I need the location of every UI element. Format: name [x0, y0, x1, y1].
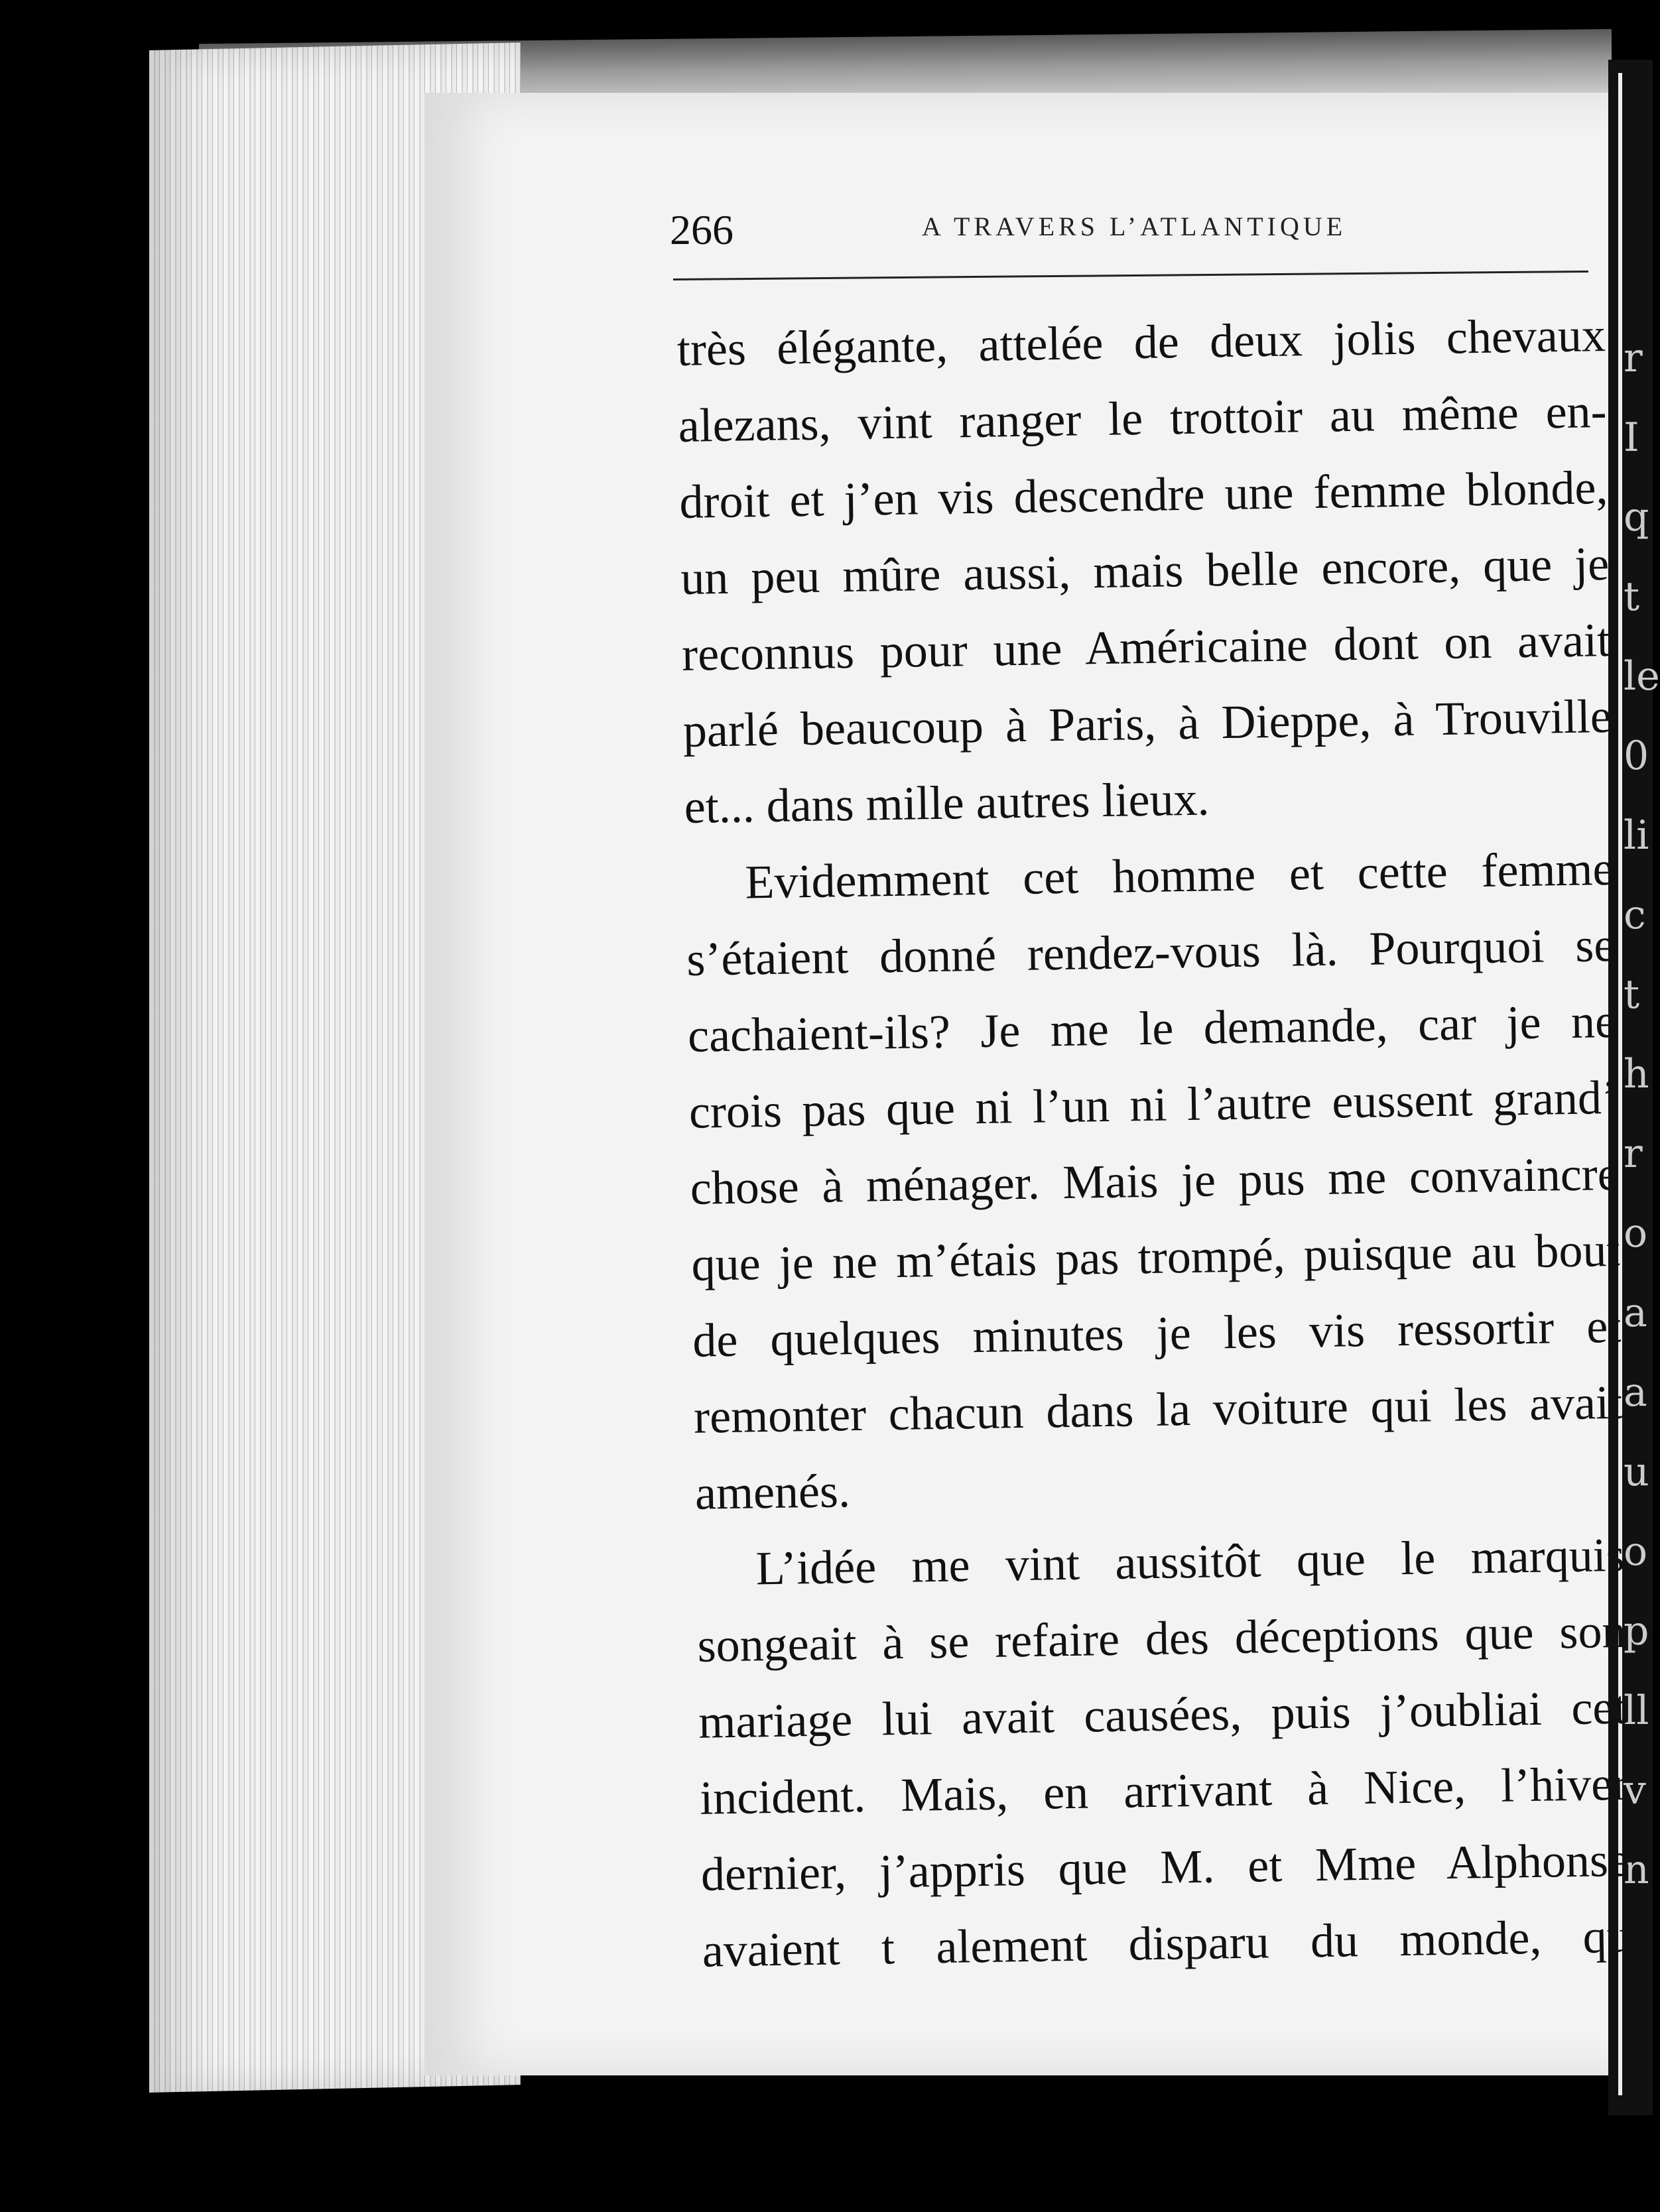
- next-page-fragment: p: [1624, 1608, 1649, 1654]
- next-page-fragment: t: [1624, 574, 1640, 620]
- next-page-fragment: ll: [1624, 1688, 1649, 1734]
- text-line: remonter chacun dans la voiture qui les avait: [693, 1375, 1623, 1444]
- text-line: incident. Mais, en arrivant à Nice, l’hiver: [699, 1756, 1629, 1825]
- next-page-fragment: o: [1624, 1210, 1648, 1257]
- next-page-fragment: t: [1624, 971, 1640, 1018]
- text-line: mariage lui avait causées, puis j’oubliai cet: [698, 1680, 1628, 1749]
- text-line: cachaient-ils? Je me le demande, car je ne: [687, 994, 1617, 1062]
- page-header: [670, 192, 1572, 252]
- text-line: et... dans mille autres lieux.: [684, 772, 1210, 833]
- text-line: que je ne m’étais pas trompé, puisque au bout: [690, 1223, 1621, 1291]
- text-line: avaient t alement disparu du monde, qu: [702, 1909, 1631, 1977]
- text-line: reconnus pour une Américaine dont on avait: [681, 613, 1611, 681]
- text-line: de quelques minutes je les vis ressortir et: [692, 1299, 1622, 1367]
- text-line: très élégante, attelée de deux jolis chevaux: [676, 308, 1606, 376]
- next-page-fragment: c: [1624, 892, 1646, 938]
- page-number: 266: [670, 206, 734, 253]
- next-page-fragment: I: [1624, 414, 1639, 461]
- text-line: parlé beaucoup à Paris, à Dieppe, à Trouville: [682, 689, 1612, 757]
- text-line: songeait à se refaire des déceptions que son: [696, 1604, 1627, 1672]
- text-line: amenés.: [694, 1464, 851, 1520]
- text-line: L’idée me vint aussitôt que le marquis: [755, 1528, 1626, 1595]
- next-page-fragment: u: [1624, 1449, 1649, 1495]
- next-page-fragment: le: [1624, 653, 1660, 700]
- text-line: alezans, vint ranger le trottoir au même en-: [678, 384, 1608, 452]
- next-page-fragment: li: [1624, 812, 1649, 859]
- text-line: Evidemment cet homme et cette femme: [744, 841, 1614, 909]
- next-page-fragment: r: [1624, 1131, 1643, 1177]
- body-text: [676, 297, 1631, 1989]
- next-page-fragment: q: [1624, 494, 1649, 540]
- text-line: un peu mûre aussi, mais belle encore, que je: [680, 536, 1610, 605]
- text-line: chose à ménager. Mais je pus me convaincre: [690, 1146, 1620, 1215]
- next-page-fragment: o: [1624, 1528, 1648, 1575]
- next-page-fragment: a: [1624, 1369, 1647, 1416]
- text-line: s’étaient donné rendez-vous là. Pourquoi se: [686, 918, 1616, 986]
- text-line: dernier, j’appris que M. et Mme Alphonse: [700, 1833, 1630, 1901]
- running-title: A TRAVERS L’ATLANTIQUE: [922, 212, 1347, 241]
- next-page-fragment: v: [1624, 1767, 1646, 1813]
- next-page-fragments: [1624, 318, 1660, 1893]
- next-page-fragment: h: [1624, 1051, 1649, 1097]
- text-line: crois pas que ni l’un ni l’autre eussent grand’: [688, 1070, 1618, 1138]
- next-page-fragment: r: [1624, 335, 1643, 381]
- next-page-fragment: 0: [1624, 733, 1649, 779]
- text-line: droit et j’en vis descendre une femme blonde,: [678, 460, 1608, 528]
- next-page-fragment: n: [1624, 1847, 1649, 1893]
- next-page-fragment: a: [1624, 1290, 1647, 1336]
